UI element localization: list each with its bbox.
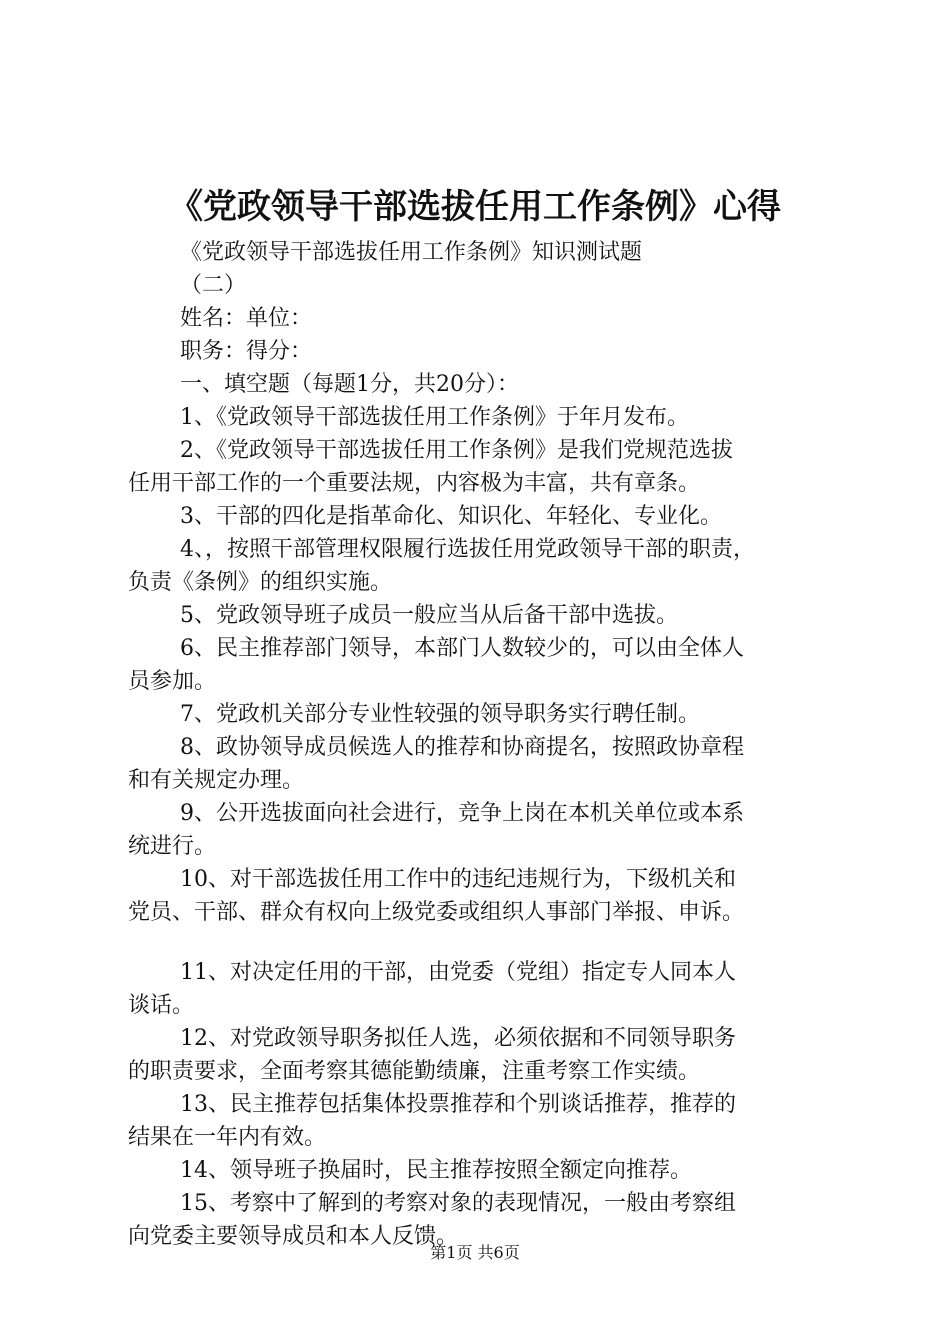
document-body xyxy=(128,236,840,1253)
text-line: 党员、干部、群众有权向上级党委或组织人事部门举报、申诉。 xyxy=(128,900,745,925)
text-line: 14、领导班子换届时，民主推荐按照全额定向推荐。 xyxy=(180,1158,692,1183)
blank-line xyxy=(128,929,840,956)
text-line: 向党委主要领导成员和本人反馈。 xyxy=(128,1224,459,1249)
text-line: 15、考察中了解到的考察对象的表现情况，一般由考察组 xyxy=(180,1191,736,1216)
text-line: 10、对干部选拔任用工作中的违纪违规行为，下级机关和 xyxy=(180,867,736,892)
text-line: （二） xyxy=(180,273,247,298)
text-line: 8、政协领导成员候选人的推荐和协商提名，按照政协章程 xyxy=(180,735,744,760)
text-line: 9、公开选拔面向社会进行，竞争上岗在本机关单位或本系 xyxy=(180,801,744,826)
text-line: 谈话。 xyxy=(128,993,195,1018)
text-line: 1、《党政领导干部选拔任用工作条例》于年月发布。 xyxy=(180,405,689,430)
text-line: 7、党政机关部分专业性较强的领导职务实行聘任制。 xyxy=(180,702,700,727)
text-line: 负责《条例》的组织实施。 xyxy=(128,570,393,595)
text-line: 一、填空题（每题1分，共20分）： xyxy=(180,372,519,397)
document-title: 《党政领导干部选拔任用工作条例》心得 xyxy=(169,187,781,227)
text-line: 的职责要求，全面考察其德能勤绩廉，注重考察工作实绩。 xyxy=(128,1059,701,1084)
text-line: 5、党政领导班子成员一般应当从后备干部中选拔。 xyxy=(180,603,678,628)
text-line: 姓名：单位： xyxy=(180,306,313,331)
text-line: 6、民主推荐部门领导，本部门人数较少的，可以由全体人 xyxy=(180,636,744,661)
text-line: 11、对决定任用的干部，由党委（党组）指定专人同本人 xyxy=(180,960,736,985)
page-footer: 第1页 共6页 xyxy=(430,1243,520,1262)
text-line: 员参加。 xyxy=(128,669,217,694)
text-line: 3、干部的四化是指革命化、知识化、年轻化、专业化。 xyxy=(180,504,722,529)
text-line: 职务：得分： xyxy=(180,339,313,364)
text-line: 2、《党政领导干部选拔任用工作条例》是我们党规范选拔 xyxy=(180,438,733,463)
text-line: 和有关规定办理。 xyxy=(128,768,305,793)
text-line: 12、对党政领导职务拟任人选，必须依据和不同领导职务 xyxy=(180,1026,736,1051)
text-line: 统进行。 xyxy=(128,834,217,859)
text-line: 结果在一年内有效。 xyxy=(128,1125,327,1150)
text-line: 任用干部工作的一个重要法规，内容极为丰富，共有章条。 xyxy=(128,471,701,496)
text-line: 《党政领导干部选拔任用工作条例》知识测试题 xyxy=(180,240,643,265)
text-line: 13、民主推荐包括集体投票推荐和个别谈话推荐，推荐的 xyxy=(180,1092,736,1117)
text-line: 4、，按照干部管理权限履行选拔任用党政领导干部的职责， xyxy=(180,537,755,562)
